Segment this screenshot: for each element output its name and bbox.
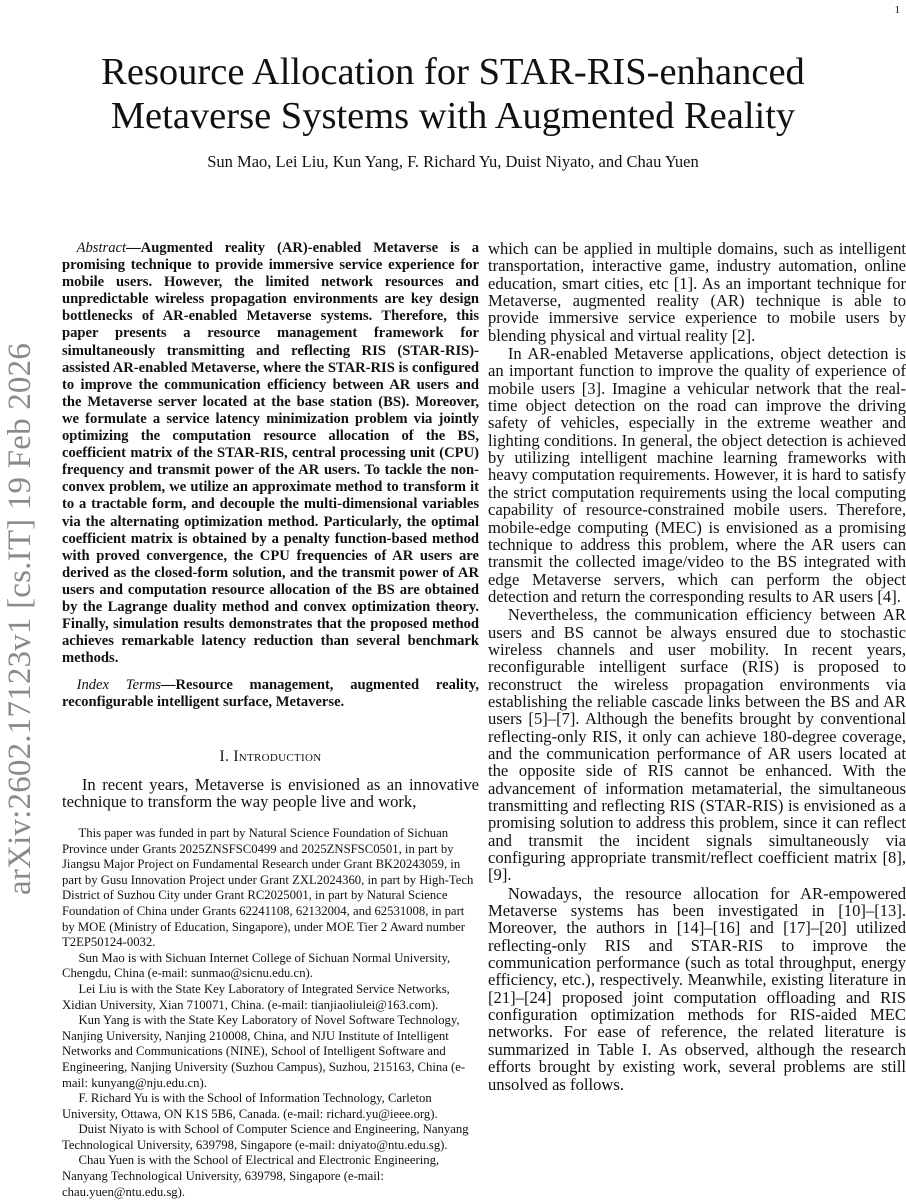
left-column xyxy=(62,240,479,810)
intro-paragraph: In recent years, Metaverse is envisioned as an innovative technique to transform the way people live and work, xyxy=(62,774,479,811)
footnotes xyxy=(62,826,479,1200)
title-line-1: Resource Allocation for STAR-RIS-enhanced xyxy=(101,51,805,93)
index-terms xyxy=(62,677,479,711)
index-terms-text: —Resource management, augmented reality, reconfigurable intelligent surface, Metaverse. xyxy=(62,677,479,711)
arxiv-stamp: arXiv:2602.17123v1 [cs.IT] 19 Feb 2026 xyxy=(2,342,38,895)
right-column xyxy=(488,240,906,1093)
footnote-affiliation: Chau Yuen is with the School of Electrical and Electronic Engineering, Nanyang Technological University, 639798, Singapore (e-mail: chau.yuen@ntu.edu.sg). xyxy=(62,1153,440,1199)
page-number: 1 xyxy=(894,4,900,16)
body-paragraph: In AR-enabled Metaverse applications, object detection is an important function to improve the quality of experience of mobile users [3]. Imagine a vehicular network that the real-time object detection on the road can improve the driving safety of vehicles, especially in the extreme weather and lighting conditions. In general, the object detection is achieved by utilizing intelligent machine learning frameworks with heavy computation requirements. However, it is hard to satisfy the strict computation requirements using the local computing capability of resource-constrained mobile users. Therefore, mobile-edge computing (MEC) is envisioned as a promising technique to address this problem, where the AR users can transmit the collected image/video to the BS integrated with edge Metaverse servers, which can perform the object detection and return the corresponding results to AR users [4]. xyxy=(488,344,906,606)
section-number: I. xyxy=(219,747,230,765)
footnote-affiliation: Sun Mao is with Sichuan Internet College of Sichuan Normal University, Chengdu, China (e-mail: sunmao@sicnu.edu.cn). xyxy=(62,950,451,981)
footnote-affiliation: Lei Liu is with the State Key Laboratory of Integrated Service Networks, Xidian University, Xian 710071, China. (e-mail: tianjiaoliulei@163.com). xyxy=(62,981,450,1012)
body-paragraph: which can be applied in multiple domains, such as intelligent transportation, interactive game, industry automation, online education, smart cities, etc [1]. As an important technique for Metaverse, augmented reality (AR) technique is able to provide immersive service experience to mobile users by blending physical and virtual reality [2]. xyxy=(488,239,906,345)
section-title: Introduction xyxy=(233,747,322,765)
section-heading xyxy=(62,748,479,766)
body-paragraph: Nowadays, the resource allocation for AR-empowered Metaverse systems has been investigated in [10]–[13]. Moreover, the authors in [14]–[16] and [17]–[20] utilized reflecting-only RIS and STAR-RIS to improve the communication performance (such as total throughput, energy efficiency, etc.), respectively. Meanwhile, existing literature in [21]–[24] proposed joint computation offloading and RIS configuration optimization methods for RIS-aided MEC networks. For ease of reference, the related literature is summarized in Table I. As observed, although the research efforts brought by existing work, several problems are still unsolved as follows. xyxy=(488,883,906,1094)
paper-title xyxy=(0,50,906,138)
footnote-affiliation: Duist Niyato is with School of Computer Science and Engineering, Nanyang Technological University, 639798, Singapore (e-mail: dniyato@ntu.edu.sg). xyxy=(62,1122,469,1152)
abstract-text: —Augmented reality (AR)-enabled Metaverse is a promising technique to provide immersive service experience for mobile users. However, the limited network resources and unpredictable wireless propagation environments are key design bottlenecks of AR-enabled Metaverse systems. Therefore, this paper presents a resource management framework for simultaneously transmitting and reflecting RIS (STAR-RIS)-assisted AR-enabled Metaverse, where the STAR-RIS is configured to improve the communication efficiency between AR users and the Metaverse server located at the base station (BS). Moreover, we formulate a service latency minimization problem via jointly optimizing the computation resource allocation of the BS, coefficient matrix of the STAR-RIS, central processing unit (CPU) frequency and transmit power of the AR users. To tackle the non-convex problem, we utilize an approximate method to transform it to a tractable form, and decouple the multi-dimensional variables via the alternating optimization method. Particularly, the optimal coefficient matrix is obtained by a penalty function-based method with proved convergence, the CPU frequencies of AR users are derived as the closed-form solution, and the transmit power of AR users and computation resource allocation of the BS are obtained by the Lagrange duality method and convex optimization theory. Finally, simulation results demonstrates that the proposed method achieves remarkable latency reduction than several benchmark methods. xyxy=(62,240,479,667)
footnote-affiliation: Kun Yang is with the State Key Laboratory of Novel Software Technology, Nanjing University, Nanjing 210008, China, and NJU Institute of Intelligent Networks and Communications (NINE), School of Intelligent Software and Engineering, Nanjing University (Suzhou Campus), Suzhou, 215163, China (e-mail: kunyang@nju.edu.cn). xyxy=(62,1013,466,1090)
abstract xyxy=(62,240,479,667)
footnote-funding: This paper was funded in part by Natural Science Foundation of Sichuan Province under Grants 2025ZNSFSC0499 and 2025ZNSFSC0501, in part by Jiangsu Major Project on Fundamental Research under Grant BK20243059, in part by Gusu Innovation Project under Grant ZXL2024360, in part by High-Tech District of Suzhou City under Grant RC2025001, in part by Natural Science Foundation of China under Grants 62241108, 62132004, and 62531008, in part by MOE (Ministry of Education, Singapore), under MOE Tier 2 Award number T2EP50124-0032. xyxy=(62,826,474,950)
title-line-2: Metaverse Systems with Augmented Reality xyxy=(110,95,796,137)
footnote-affiliation: F. Richard Yu is with the School of Information Technology, Carleton University, Ottawa, ON K1S 5B6, Canada. (e-mail: richard.yu@ieee.org). xyxy=(62,1091,438,1121)
author-list: Sun Mao, Lei Liu, Kun Yang, F. Richard Yu, Duist Niyato, and Chau Yuen xyxy=(207,152,699,171)
body-paragraph: Nevertheless, the communication efficiency between AR users and BS cannot be always ensured due to stochastic wireless channels and user mobility. In recent years, reconfigurable intelligent surface (RIS) is proposed to reconstruct the wireless propagation environments via establishing the reliable cascade links between the BS and AR users [5]–[7]. Although the benefits brought by conventional reflecting-only RIS, it only can achieve 180-degree coverage, and the communication performance of AR users located at the opposite side of RIS cannot be enhanced. With the advancement of information metamaterial, the simultaneous transmitting and reflecting RIS (STAR-RIS) is envisioned as a promising solution to address this problem, since it can reflect and transmit the incident signals simultaneously via configuring appropriate transmit/reflect coefficient matrix [8], [9]. xyxy=(488,605,906,885)
index-terms-label: Index Terms xyxy=(76,677,161,694)
abstract-label: Abstract xyxy=(76,240,127,256)
